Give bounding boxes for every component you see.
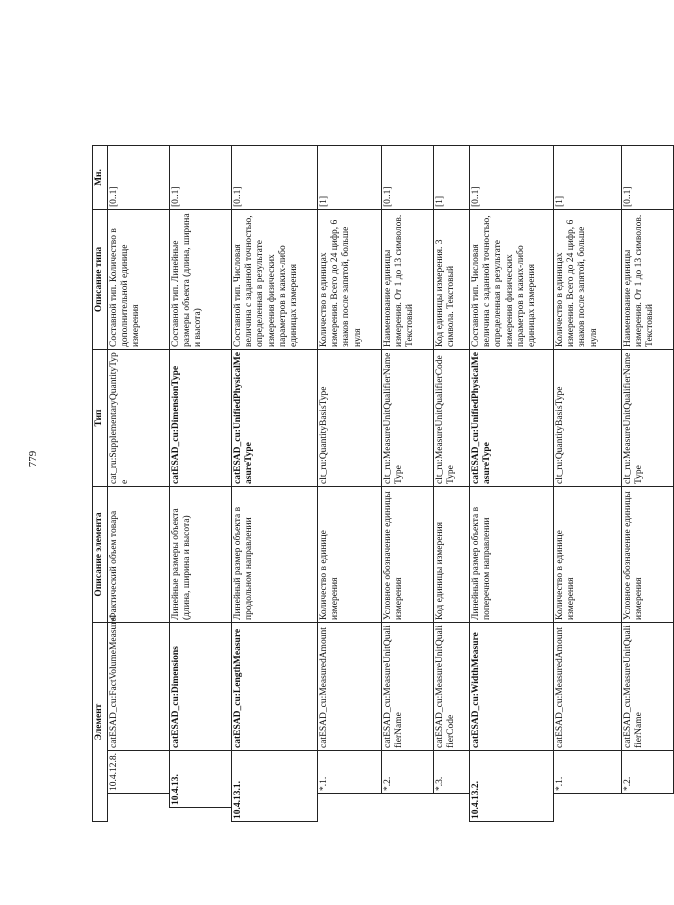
row-number: 10.4.13. — [170, 751, 232, 808]
table-row — [622, 73, 674, 821]
type-description: Код единицы измерения. 3 символа. Текстовый — [434, 209, 470, 349]
table-row — [470, 73, 554, 821]
element-name: catESAD_cu:MeasureUnitQualifierName — [382, 622, 434, 750]
header-blank — [93, 73, 108, 145]
page-number: 779 — [27, 450, 39, 468]
blank-cell — [318, 73, 382, 145]
blank-cell — [434, 73, 470, 145]
indent-cell — [108, 808, 170, 822]
multiplicity: [1] — [434, 145, 470, 209]
blank-cell — [170, 73, 232, 145]
col-header-element-desc: Описание элемента — [93, 486, 108, 622]
col-header-type-desc: Описание типа — [93, 209, 108, 349]
blank-cell — [622, 73, 674, 145]
table-row — [108, 73, 170, 821]
element-description: Фактический объем товара — [108, 486, 170, 622]
indent-cell — [622, 794, 674, 808]
row-number: *.2. — [622, 751, 674, 794]
multiplicity: [0..1] — [232, 145, 318, 209]
multiplicity: [1] — [318, 145, 382, 209]
type-description: Количество в единицах измерения. Всего до 24 цифр, 6 знаков после запятой, больше нуля — [554, 209, 622, 349]
blank-cell — [554, 73, 622, 145]
col-header-element: Элемент — [93, 622, 108, 821]
blank-cell — [108, 73, 170, 145]
multiplicity: [0..1] — [170, 145, 232, 209]
type-description: Составной тип. Линейные размеры объекта (длина, ширина и высота) — [170, 209, 232, 349]
type-description: Наименование единицы измерения. От 1 до 13 символов. Текстовый — [622, 209, 674, 349]
blank-cell — [382, 73, 434, 145]
table-row — [318, 73, 382, 821]
row-number: *.1. — [554, 751, 622, 794]
indent-cell — [318, 808, 382, 822]
multiplicity: [0..1] — [470, 145, 554, 209]
element-name: catESAD_cu:MeasureUnitQualifierName — [622, 622, 674, 750]
indent-cell — [382, 808, 434, 822]
indent-cell — [382, 794, 434, 808]
element-description: Линейный размер объекта в продольном направлении — [232, 486, 318, 622]
indent-cell — [108, 794, 170, 808]
table-row — [554, 73, 622, 821]
type-description: Наименование единицы измерения. От 1 до 13 символов. Текстовый — [382, 209, 434, 349]
blank-cell — [232, 73, 318, 145]
indent-cell — [170, 808, 232, 822]
multiplicity: [0..1] — [108, 145, 170, 209]
element-description: Количество в единице измерения — [318, 486, 382, 622]
type-name: catESAD_cu:UnifiedPhysicalMeasureType — [232, 349, 318, 486]
row-number: *.2. — [382, 751, 434, 794]
type-name: cat_ru:SupplementaryQuantityType — [108, 349, 170, 486]
element-name: catESAD_cu:Dimensions — [170, 622, 232, 750]
element-name: catESAD_cu:FactVolumeMeasure — [108, 622, 170, 750]
element-description: Линейный размер объекта в поперечном направлении — [470, 486, 554, 622]
type-name: clt_ru:QuantityBasisType — [318, 349, 382, 486]
col-header-mult: Мн. — [93, 145, 108, 209]
multiplicity: [1] — [554, 145, 622, 209]
type-name: catESAD_cu:DimensionType — [170, 349, 232, 486]
multiplicity: [0..1] — [622, 145, 674, 209]
type-name: clt_ru:MeasureUnitQualifierNameType — [382, 349, 434, 486]
element-name: catESAD_cu:LengthMeasure — [232, 622, 318, 750]
row-number: *.3. — [434, 751, 470, 794]
element-name: catESAD_cu:MeasureUnitQualifierCode — [434, 622, 470, 750]
indent-cell — [554, 794, 622, 808]
element-name: catESAD_cu:WidthMeasure — [470, 622, 554, 750]
blank-cell — [470, 73, 554, 145]
row-number: 10.4.13.2. — [470, 751, 554, 822]
header-row — [93, 73, 108, 821]
element-description: Условное обозначение единицы измерения — [382, 486, 434, 622]
type-name: clt_ru:MeasureUnitQualifierCodeType — [434, 349, 470, 486]
element-description: Код единицы измерения — [434, 486, 470, 622]
indent-cell — [434, 808, 470, 822]
type-name: clt_ru:MeasureUnitQualifierNameType — [622, 349, 674, 486]
schema-table — [92, 73, 674, 822]
indent-cell — [622, 808, 674, 822]
row-number: 10.4.12.8. — [108, 751, 170, 794]
multiplicity: [0..1] — [382, 145, 434, 209]
element-description: Количество в единице измерения — [554, 486, 622, 622]
element-description: Условное обозначение единицы измерения — [622, 486, 674, 622]
type-description: Составной тип. Числовая величина с заданной точностью, определенная в результате измерения физических параметров в каких-либо единицах измерения — [470, 209, 554, 349]
table-row — [232, 73, 318, 821]
element-name: catESAD_cu:MeasuredAmount — [318, 622, 382, 750]
type-description: Количество в единицах измерения. Всего до 24 цифр, 6 знаков после запятой, больше нуля — [318, 209, 382, 349]
type-description: Составной тип. Числовая величина с заданной точностью, определенная в результате измерения физических параметров в каких-либо единицах измерения — [232, 209, 318, 349]
table-row — [434, 73, 470, 821]
table-row — [382, 73, 434, 821]
type-name: catESAD_cu:UnifiedPhysicalMeasureType — [470, 349, 554, 486]
element-description: Линейные размеры объекта (длина, ширина и высота) — [170, 486, 232, 622]
row-number: *.1. — [318, 751, 382, 794]
row-number: 10.4.13.1. — [232, 751, 318, 822]
indent-cell — [434, 794, 470, 808]
type-description: Составной тип. Количество в дополнительной единице измерения — [108, 209, 170, 349]
indent-cell — [318, 794, 382, 808]
indent-cell — [554, 808, 622, 822]
rotated-table-wrapper — [92, 74, 656, 822]
type-name: clt_ru:QuantityBasisType — [554, 349, 622, 486]
table-row — [170, 73, 232, 821]
element-name: catESAD_cu:MeasuredAmount — [554, 622, 622, 750]
col-header-type: Тип — [93, 349, 108, 486]
